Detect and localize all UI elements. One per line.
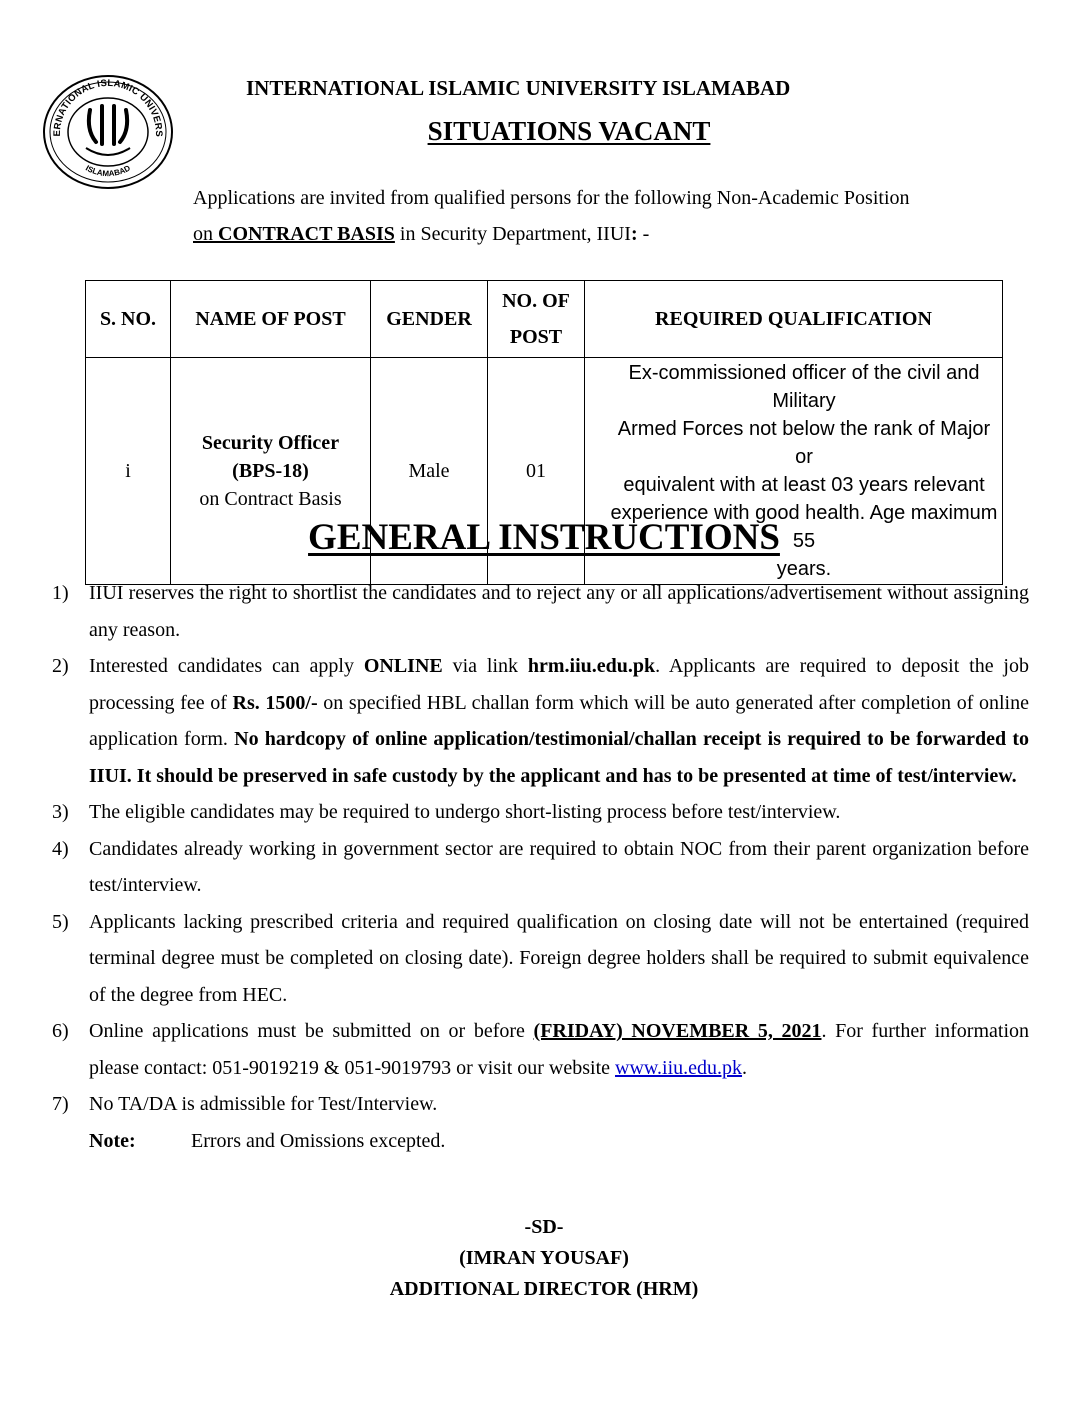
instruction-fragment: . <box>742 1056 748 1079</box>
hardcopy-notice: No hardcopy of online application/testimonial/challan receipt is required to be forwarded to IIUI. It should be preserved in safe custody by the applicant and has to be presented at time of test/interview. <box>89 728 1029 787</box>
instruction-number: 6) <box>52 1020 69 1042</box>
signatory-name: (IMRAN YOUSAF) <box>459 1247 629 1269</box>
page-title: SITUATIONS VACANT <box>427 116 711 146</box>
qualification-line: Ex-commissioned officer of the civil and Military <box>628 362 980 412</box>
signatory-designation: ADDITIONAL DIRECTOR (HRM) <box>389 1278 699 1300</box>
instruction-fragment: via link <box>442 655 528 677</box>
intro-prefix: on <box>193 223 218 245</box>
cell-sno: i <box>86 358 171 585</box>
intro-department: in Security Department, IIUI <box>394 223 631 245</box>
instruction-text: Candidates already working in government sector are required to obtain NOC from their parent organization before test/interview. <box>89 837 1029 896</box>
post-basis: on Contract Basis <box>199 488 342 510</box>
intro-line-2 <box>193 216 910 252</box>
instruction-fragment: . Applicants are required to deposit the job processing fee of <box>89 655 1029 714</box>
qualification-line: equivalent with at least 03 years relevant <box>623 474 985 496</box>
header-sno: S. NO. <box>86 281 171 358</box>
note-text: Errors and Omissions excepted. <box>191 1129 446 1152</box>
instruction-fragment: . For further information please contact: 051-9019219 & 051-9019793 or visit our website <box>89 1020 1030 1079</box>
header-gender: GENDER <box>371 281 488 358</box>
online-text: ONLINE <box>363 655 443 677</box>
instruction-item <box>52 648 1029 794</box>
closing-date: (FRIDAY) NOVEMBER 5, 2021 <box>533 1020 822 1042</box>
instruction-number: 1) <box>52 582 69 604</box>
instruction-text: Applicants lacking prescribed criteria and required qualification on closing date will not be entertained (required terminal degree must be completed on closing date). Foreign degree holders shall be required to submit equivalence of the degree from HEC. <box>89 910 1029 1006</box>
post-grade: (BPS-18) <box>232 460 309 482</box>
instruction-number: 3) <box>52 801 69 823</box>
instruction-number: 4) <box>52 837 69 860</box>
intro-on-contract <box>193 223 395 245</box>
qualification-line: experience with good health. Age maximum 55 <box>610 502 998 552</box>
header-required-qualification: REQUIRED QUALIFICATION <box>585 281 1003 358</box>
note-label: Note: <box>89 1129 136 1152</box>
header-no-line-2: POST <box>509 326 563 348</box>
instruction-item <box>52 1013 1029 1086</box>
instruction-fragment: on specified HBL challan form which will be auto generated after completion of online application form. <box>89 691 1029 750</box>
header-no-of-post <box>488 281 585 358</box>
contract-basis-text: CONTRACT BASIS <box>218 223 395 245</box>
instruction-fragment: Interested candidates can apply <box>89 655 364 677</box>
fee-amount: Rs. 1500/- <box>232 691 318 714</box>
instruction-number: 5) <box>52 910 69 933</box>
header-name-of-post: NAME OF POST <box>171 281 371 358</box>
note-line <box>52 1123 1029 1160</box>
instruction-item <box>52 831 1029 904</box>
signature-block <box>0 1212 1088 1305</box>
cell-gender: Male <box>371 358 488 585</box>
instructions-list <box>52 575 1029 1159</box>
instruction-number: 2) <box>52 655 69 677</box>
instruction-text: No TA/DA is admissible for Test/Interview. <box>89 1093 438 1115</box>
intro-suffix: - <box>637 223 650 245</box>
instruction-text: IIUI reserves the right to shortlist the candidates and to reject any or all applications/advertisement without assigning any reason. <box>89 582 1029 641</box>
general-instructions-title: GENERAL INSTRUCTIONS <box>308 517 780 558</box>
post-title: Security Officer <box>201 432 340 454</box>
instruction-item <box>52 575 1029 648</box>
intro-line-1: Applications are invited from qualified persons for the following Non-Academic Position <box>193 187 910 209</box>
instruction-text: The eligible candidates may be required to undergo short-listing process before test/interview. <box>89 801 841 823</box>
intro-colon: : <box>630 223 638 245</box>
apply-link-text: hrm.iiu.edu.pk <box>527 655 656 677</box>
instruction-item <box>52 1086 1029 1123</box>
intro-paragraph <box>193 180 910 252</box>
cell-no-of-post: 01 <box>488 358 585 585</box>
instruction-item <box>52 794 1029 831</box>
qualification-line: years. <box>776 558 832 580</box>
signature-sd: -SD- <box>524 1216 564 1238</box>
seal-bottom-text: ISLAMABAD <box>84 163 132 179</box>
instruction-number: 7) <box>52 1093 69 1115</box>
instruction-text <box>89 1013 1029 1086</box>
instruction-text <box>89 648 1029 794</box>
instruction-item <box>52 904 1029 1014</box>
seal-top-text: ERNATIONAL ISLAMIC UNIVERS <box>51 77 165 138</box>
instruction-fragment: Online applications must be submitted on or before <box>89 1020 534 1042</box>
university-name: INTERNATIONAL ISLAMIC UNIVERSITY ISLAMABAD <box>246 76 791 100</box>
table-header-row <box>86 281 1003 358</box>
header-no-line-1: NO. OF <box>502 290 570 312</box>
website-link[interactable]: www.iiu.edu.pk <box>615 1056 743 1079</box>
qualification-line: Armed Forces not below the rank of Major or <box>617 418 991 468</box>
